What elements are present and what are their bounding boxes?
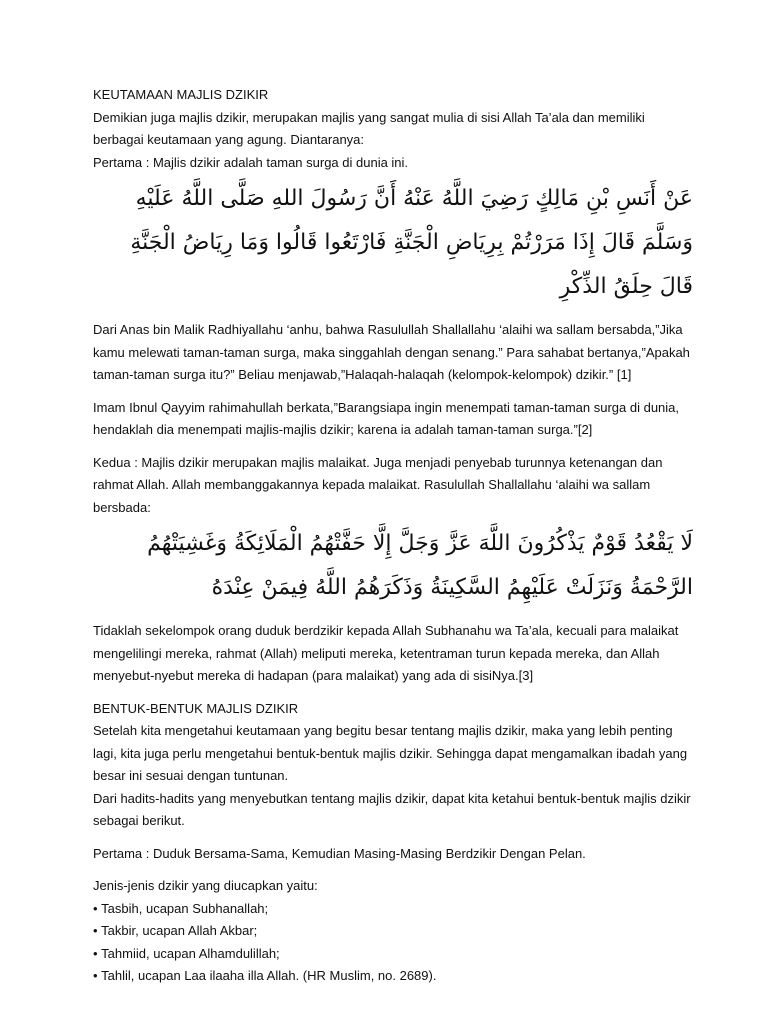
hadith-1-arabic: عَنْ أَنَسِ بْنِ مَالِكٍ رَضِيَ اللَّهُ عَنْهُ أَنَّ رَسُولَ اللهِ صَلَّى اللَّهُ عَلَيْهِ وَسَلَّمَ قَالَ إِذَا مَرَرْتُمْ بِرِيَاضِ الْجَنَّةِ فَارْتَعُوا قَالُوا وَمَا رِيَاضُ الْجَنَّةِ قَالَ حِلَقُ الذِّكْرِ: [130, 186, 693, 299]
list-item: • Takbir, ucapan Allah Akbar;: [93, 920, 693, 943]
bentuk-pertama: Pertama : Duduk Bersama-Sama, Kemudian Masing-Masing Berdzikir Dengan Pelan.: [93, 845, 586, 861]
document-body: [93, 84, 693, 988]
point-pertama: Pertama : Majlis dzikir adalah taman surga di dunia ini.: [93, 154, 409, 170]
ibnul-qayyim-quote: Imam Ibnul Qayyim rahimahullah berkata,”Barangsiapa ingin menempati taman-taman surga di dunia, hendaklah dia menempati majlis-majlis dzikir; karena ia adalah taman-taman surga.”[2]: [93, 399, 680, 437]
list-item: • Tasbih, ucapan Subhanallah;: [93, 898, 693, 921]
point-kedua: Kedua : Majlis dzikir merupakan majlis malaikat. Juga menjadi penyebab turunnya ketenangan dan rahmat Allah. Allah membanggakannya kepada malaikat. Rasulullah Shallallahu ‘alaihi wa sallam bersbada:: [93, 454, 663, 515]
dzikir-types-list: [93, 898, 693, 988]
list-item: • Tahmiid, ucapan Alhamdulillah;: [93, 943, 693, 966]
intro-paragraph: Demikian juga majlis dzikir, merupakan majlis yang sangat mulia di sisi Allah Ta’ala dan memiliki berbagai keutamaan yang agung. Diantaranya:: [93, 109, 645, 147]
section-heading-keutamaan: KEUTAMAAN MAJLIS DZIKIR: [93, 87, 269, 102]
hadith-2-translation: Tidaklah sekelompok orang duduk berdzikir kepada Allah Subhanahu wa Ta’ala, kecuali para malaikat mengelilingi mereka, rahmat (Allah) meliputi mereka, ketentraman turun kepada mereka, dan Allah menyebut-nyebut mereka di hadapan (para malaikat) yang ada di sisiNya.[3]: [93, 623, 679, 683]
dzikir-types-intro: Jenis-jenis dzikir yang diucapkan yaitu:: [93, 878, 318, 893]
bentuk-intro-1: Setelah kita mengetahui keutamaan yang begitu besar tentang majlis dzikir, maka yang lebih penting lagi, kita juga perlu mengetahui bentuk-bentuk majlis dzikir. Sehingga dapat mengamalkan ibadah yang besar ini sesuai dengan tuntunan.: [93, 723, 688, 783]
list-item: • Tahlil, ucapan Laa ilaaha illa Allah. (HR Muslim, no. 2689).: [93, 965, 693, 988]
bentuk-intro-2: Dari hadits-hadits yang menyebutkan tentang majlis dzikir, dapat kita ketahui bentuk-bentuk majlis dzikir sebagai berikut.: [93, 790, 691, 828]
hadith-1-translation: Dari Anas bin Malik Radhiyallahu ‘anhu, bahwa Rasulullah Shallallahu ‘alaihi wa sallam bersabda,”Jika kamu melewati taman-taman surga, maka singgahlah dengan senang.” Para sahabat bertanya,”Apakah taman-taman surga itu?” Beliau menjawab,”Halaqah-halaqah (kelompok-kelompok) dzikir.” [1]: [93, 322, 690, 382]
section-heading-bentuk: BENTUK-BENTUK MAJLIS DZIKIR: [93, 700, 299, 716]
hadith-2-arabic: لَا يَقْعُدُ قَوْمٌ يَذْكُرُونَ اللَّهَ عَزَّ وَجَلَّ إِلَّا حَفَّتْهُمُ الْمَلَائِكَةُ وَغَشِيَتْهُمُ الرَّحْمَةُ وَنَزَلَتْ عَلَيْهِمُ السَّكِينَةُ وَذَكَرَهُمُ اللَّهُ فِيمَنْ عِنْدَهُ: [147, 531, 693, 600]
